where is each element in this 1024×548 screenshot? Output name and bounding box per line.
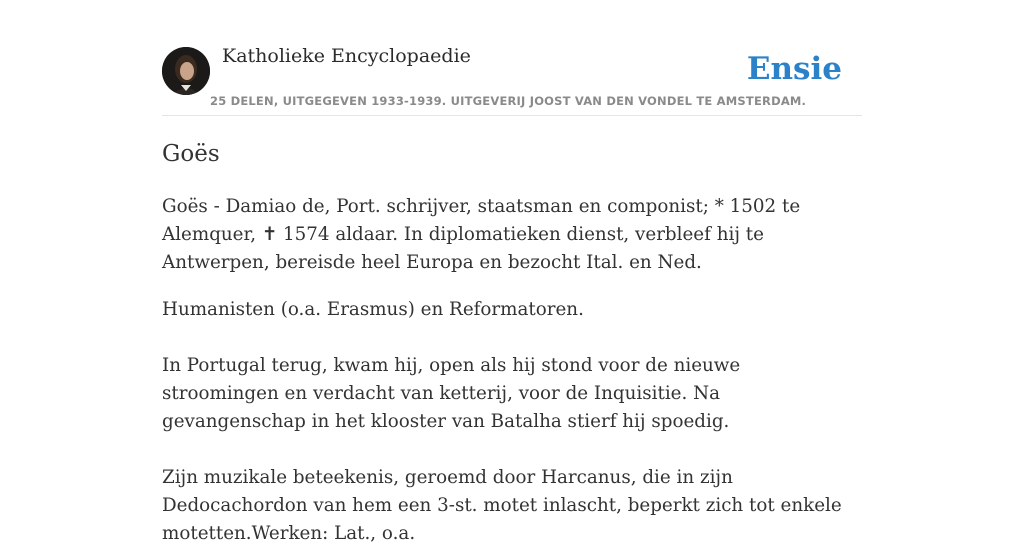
avatar[interactable] [162,47,210,95]
site-header [162,0,862,116]
article-body: Humanisten (o.a. Erasmus) en Reformatoren. In Portugal terug, kwam hij, open als hij stond voor de nieuwe stroomingen en verdacht van ketterij, voor de Inquisitie. Na gevangenschap in het klooster van Batalha stierf hij spoedig. Zijn muzikale beteekenis, geroemd door Harcanus, die in zijn Dedocachordon van hem een 3-st. motet inlascht, beperkt zich tot enkele motetten.Werken: Lat., o.a. [162,299,842,544]
article-lead: Goës - Damiao de, Port. schrijver, staatsman en componist; * 1502 te Alemquer, ✝ 1574 aldaar. In diplomatieken dienst, verbleef hij te Antwerpen, bereisde heel Europa en bezocht Ital. en Ned. [162,196,801,273]
site-subtitle: 25 DELEN, UITGEGEVEN 1933-1939. UITGEVERIJ JOOST VAN DEN VONDEL TE AMSTERDAM. [210,94,807,108]
portrait-icon [162,47,210,95]
article-content [162,193,862,548]
site-title[interactable]: Katholieke Encyclopaedie [222,45,471,67]
entry-title: Goës [162,141,220,167]
ensie-logo-link[interactable]: Ensie [746,51,842,87]
page [162,0,862,544]
